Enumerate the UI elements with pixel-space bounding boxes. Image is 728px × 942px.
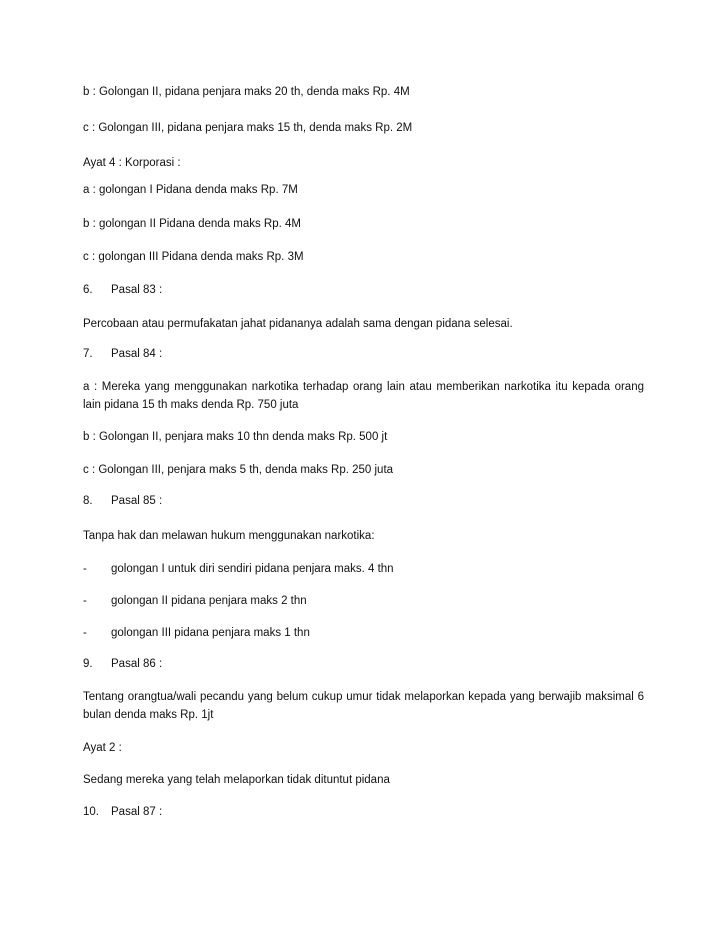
paragraph-line: Ayat 4 : Korporasi : [83, 157, 181, 169]
paragraph-justified: Tentang orangtua/wali pecandu yang belum cukup umur tidak melaporkan kepada yang berwajib maksimal 6 bulan denda maks Rp. 1jt [83, 691, 644, 721]
paragraph-justified: a : Mereka yang menggunakan narkotika terhadap orang lain atau memberikan narkotika itu kepada orang lain pidana 15 th maks denda Rp. 750 juta [83, 381, 644, 411]
bullet-text: golongan II pidana penjara maks 2 thn [111, 595, 307, 607]
paragraph-line: Ayat 2 : [83, 742, 122, 754]
bullet-text: golongan I untuk diri sendiri pidana penjara maks. 4 thn [111, 563, 394, 575]
section-number: 7. [83, 348, 93, 360]
bullet-marker: - [83, 627, 87, 639]
section-number: 6. [83, 284, 93, 296]
section-heading [83, 283, 644, 297]
paragraph-line: b : Golongan II, pidana penjara maks 20 th, denda maks Rp. 4M [83, 86, 410, 98]
section-heading [83, 494, 644, 508]
paragraph-line: b : Golongan II, penjara maks 10 thn denda maks Rp. 500 jt [83, 431, 388, 443]
section-label: Pasal 83 : [111, 284, 163, 296]
bullet-item [83, 594, 644, 608]
paragraph-line: Percobaan atau permufakatan jahat pidananya adalah sama dengan pidana selesai. [83, 318, 513, 330]
bullet-item [83, 626, 644, 640]
section-heading [83, 657, 644, 671]
paragraph-line: b : golongan II Pidana denda maks Rp. 4M [83, 218, 302, 230]
section-label: Pasal 84 : [111, 348, 163, 360]
paragraph-line: a : golongan I Pidana denda maks Rp. 7M [83, 184, 298, 196]
bullet-marker: - [83, 595, 87, 607]
section-heading [83, 347, 644, 361]
bullet-item [83, 562, 644, 576]
document-page [83, 0, 644, 942]
section-heading [83, 805, 644, 819]
section-number: 9. [83, 658, 93, 670]
paragraph-line: c : golongan III Pidana denda maks Rp. 3M [83, 251, 304, 263]
bullet-text: golongan III pidana penjara maks 1 thn [111, 627, 310, 639]
section-number: 8. [83, 495, 93, 507]
section-number: 10. [83, 806, 99, 818]
paragraph-line: c : Golongan III, pidana penjara maks 15 th, denda maks Rp. 2M [83, 122, 413, 134]
section-label: Pasal 85 : [111, 495, 163, 507]
section-label: Pasal 87 : [111, 806, 163, 818]
paragraph-line: Tanpa hak dan melawan hukum menggunakan narkotika: [83, 530, 375, 542]
paragraph-line: Sedang mereka yang telah melaporkan tidak dituntut pidana [83, 774, 390, 786]
paragraph-line: c : Golongan III, penjara maks 5 th, denda maks Rp. 250 juta [83, 464, 394, 476]
bullet-marker: - [83, 563, 87, 575]
section-label: Pasal 86 : [111, 658, 163, 670]
